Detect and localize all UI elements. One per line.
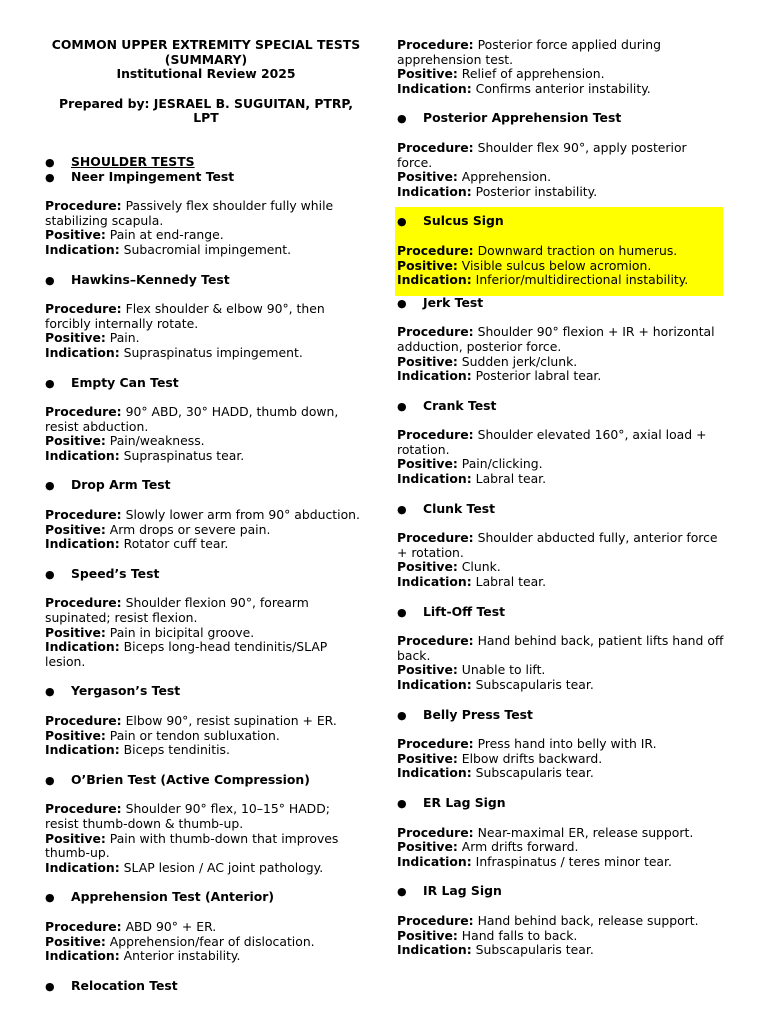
procedure-text: Posterior force applied during apprehension test. — [397, 37, 662, 67]
indication-text: Subacromial impingement. — [123, 241, 292, 257]
bullet-icon: ● — [45, 773, 55, 787]
procedure-label: Procedure: — [397, 242, 474, 258]
procedure-text: Elbow 90°, resist supination + ER. — [125, 713, 337, 728]
test-entry — [45, 890, 367, 963]
positive-label: Positive: — [45, 330, 106, 346]
positive-label: Positive: — [397, 456, 458, 472]
test-name: Apprehension Test (Anterior) — [71, 889, 275, 905]
bullet-icon: ● — [45, 891, 55, 905]
test-name: Crank Test — [423, 397, 497, 413]
positive-text: Apprehension/fear of dislocation. — [109, 933, 315, 949]
indication-label: Indication: — [397, 853, 472, 869]
procedure-label: Procedure: — [397, 736, 474, 752]
indication-label: Indication: — [397, 574, 472, 590]
indication-label: Indication: — [45, 241, 120, 257]
positive-text: Pain/clicking. — [461, 456, 543, 472]
bullet-icon: ● — [397, 885, 407, 899]
procedure-text: 90° ABD, 30° HADD, thumb down, resist abduction. — [45, 404, 339, 434]
indication-text: Rotator cuff tear. — [123, 536, 229, 552]
bullet-icon: ● — [397, 796, 407, 810]
indication-label: Indication: — [397, 765, 472, 781]
test-name: Clunk Test — [423, 500, 496, 516]
bullet-icon: ● — [45, 376, 55, 390]
test-entry — [45, 773, 367, 876]
left-column — [45, 38, 367, 993]
bullet-icon: ● — [397, 296, 407, 310]
bullet-icon: ● — [45, 567, 55, 581]
procedure-text: Shoulder 90° flexion + IR + horizontal adduction, posterior force. — [397, 324, 715, 354]
test-entry-continuation — [397, 38, 725, 96]
test-entry — [45, 376, 367, 464]
document-title-summary: (SUMMARY) — [164, 51, 248, 67]
prepared-by-credentials: LPT — [193, 110, 219, 126]
positive-label: Positive: — [397, 559, 458, 575]
positive-text: Elbow drifts backward. — [461, 750, 603, 766]
test-entry — [45, 684, 367, 757]
prepared-by: Prepared by: JESRAEL B. SUGUITAN, PTRP, — [59, 95, 353, 111]
test-entry — [397, 502, 725, 590]
positive-label: Positive: — [397, 839, 458, 855]
bullet-icon: ● — [397, 215, 407, 229]
indication-text: Subscapularis tear. — [475, 942, 594, 958]
section-title: SHOULDER TESTS — [71, 153, 195, 169]
procedure-text: Press hand into belly with IR. — [477, 736, 657, 752]
procedure-label: Procedure: — [45, 595, 122, 611]
positive-label: Positive: — [397, 257, 458, 273]
indication-label: Indication: — [397, 80, 472, 96]
test-name: Neer Impingement Test — [71, 168, 235, 184]
positive-text: Arm drifts forward. — [461, 839, 579, 855]
procedure-text: Downward traction on humerus. — [477, 242, 678, 258]
test-entry — [397, 111, 725, 199]
positive-label: Positive: — [45, 727, 106, 743]
bullet-icon: ● — [45, 685, 55, 699]
indication-text: Labral tear. — [475, 471, 547, 487]
procedure-label: Procedure: — [45, 713, 122, 728]
test-name: Posterior Apprehension Test — [423, 110, 622, 126]
indication-label: Indication: — [397, 471, 472, 487]
test-entry — [45, 170, 367, 258]
document-header — [45, 38, 367, 126]
indication-label: Indication: — [45, 742, 120, 758]
positive-text: Arm drops or severe pain. — [109, 521, 271, 537]
procedure-text: Hand behind back, release support. — [477, 912, 699, 928]
test-entry — [397, 605, 725, 693]
test-entry — [397, 796, 725, 869]
test-entry — [397, 708, 725, 781]
test-name: Lift-Off Test — [423, 603, 505, 619]
test-name: ER Lag Sign — [423, 794, 506, 810]
bullet-icon: ● — [397, 605, 407, 619]
bullet-icon: ● — [397, 502, 407, 516]
indication-label: Indication: — [45, 447, 120, 463]
positive-label: Positive: — [397, 927, 458, 943]
procedure-label: Procedure: — [397, 427, 474, 443]
positive-text: Clunk. — [461, 559, 501, 575]
positive-label: Positive: — [397, 66, 458, 82]
indication-label: Indication: — [45, 639, 120, 655]
procedure-text: Hand behind back, patient lifts hand off back. — [397, 633, 724, 663]
positive-text: Sudden jerk/clunk. — [461, 353, 578, 369]
positive-label: Positive: — [45, 227, 106, 243]
indication-label: Indication: — [45, 344, 120, 360]
procedure-label: Procedure: — [397, 633, 474, 649]
indication-label: Indication: — [397, 942, 472, 958]
indication-label: Indication: — [397, 183, 472, 199]
indication-label: Indication: — [397, 368, 472, 384]
test-name: Yergason’s Test — [71, 683, 181, 699]
procedure-text: Flex shoulder & elbow 90°, then forcibly internally rotate. — [45, 301, 325, 331]
indication-label: Indication: — [45, 536, 120, 552]
indication-text: Subscapularis tear. — [475, 765, 594, 781]
test-name: Empty Can Test — [71, 374, 179, 390]
procedure-text: ABD 90° + ER. — [125, 918, 217, 934]
right-column — [397, 38, 725, 958]
highlight-block — [395, 207, 723, 295]
bullet-icon: ● — [397, 708, 407, 722]
positive-text: Pain/weakness. — [109, 433, 205, 449]
test-name: IR Lag Sign — [423, 883, 502, 899]
indication-label: Indication: — [45, 859, 120, 875]
positive-text: Pain in bicipital groove. — [109, 624, 255, 640]
test-name: Drop Arm Test — [71, 477, 171, 493]
positive-label: Positive: — [45, 830, 106, 846]
indication-text: Biceps tendinitis. — [123, 742, 230, 758]
procedure-label: Procedure: — [397, 139, 474, 155]
procedure-label: Procedure: — [397, 824, 474, 840]
procedure-label: Procedure: — [45, 404, 122, 420]
indication-text: Anterior instability. — [123, 948, 241, 964]
positive-label: Positive: — [45, 521, 106, 537]
positive-label: Positive: — [45, 933, 106, 949]
test-name: Belly Press Test — [423, 706, 533, 722]
test-entry-highlighted — [397, 207, 725, 295]
procedure-label: Procedure: — [45, 507, 122, 523]
document-title: COMMON UPPER EXTREMITY SPECIAL TESTS — [51, 37, 361, 52]
bullet-icon: ● — [45, 155, 55, 169]
positive-label: Positive: — [397, 750, 458, 766]
indication-text: Supraspinatus impingement. — [123, 344, 303, 360]
positive-label: Positive: — [45, 624, 106, 640]
indication-text: Infraspinatus / teres minor tear. — [475, 853, 672, 869]
indication-label: Indication: — [45, 948, 120, 964]
indication-text: Biceps long-head tendinitis/SLAP lesion. — [45, 639, 328, 669]
indication-text: Subscapularis tear. — [475, 677, 594, 692]
procedure-text: Shoulder flex 90°, apply posterior force. — [397, 139, 687, 170]
test-entry — [397, 296, 725, 384]
bullet-icon: ● — [45, 273, 55, 287]
test-name: Jerk Test — [423, 294, 484, 310]
indication-text: Inferior/multidirectional instability. — [475, 272, 689, 288]
positive-label: Positive: — [397, 662, 458, 678]
positive-text: Hand falls to back. — [461, 927, 578, 943]
test-name: O’Brien Test (Active Compression) — [71, 771, 310, 787]
procedure-label: Procedure: — [45, 918, 122, 934]
procedure-text: Slowly lower arm from 90° abduction. — [125, 507, 360, 523]
positive-text: Visible sulcus below acromion. — [461, 257, 652, 273]
indication-text: Posterior labral tear. — [475, 368, 602, 384]
procedure-text: Shoulder abducted fully, anterior force + rotation. — [397, 530, 718, 560]
positive-label: Positive: — [397, 353, 458, 369]
indication-text: Supraspinatus tear. — [123, 447, 245, 463]
procedure-text: Shoulder flexion 90°, forearm supinated; resist flexion. — [45, 595, 309, 626]
positive-text: Pain at end-range. — [109, 227, 224, 243]
bullet-icon: ● — [45, 170, 55, 184]
procedure-label: Procedure: — [45, 301, 122, 317]
test-entry — [397, 884, 725, 957]
bullet-icon: ● — [397, 399, 407, 413]
positive-label: Positive: — [397, 169, 458, 185]
bullet-icon: ● — [45, 479, 55, 493]
positive-label: Positive: — [45, 433, 106, 449]
test-entry — [397, 399, 725, 487]
procedure-text: Shoulder elevated 160°, axial load + rotation. — [397, 427, 707, 457]
indication-text: Posterior instability. — [475, 183, 598, 199]
test-entry — [45, 979, 367, 994]
procedure-label: Procedure: — [397, 912, 474, 928]
procedure-text: Passively flex shoulder fully while stabilizing scapula. — [45, 198, 334, 228]
test-name: Sulcus Sign — [423, 213, 504, 229]
test-entry — [45, 478, 367, 551]
bullet-icon: ● — [397, 112, 407, 126]
positive-text: Pain or tendon subluxation. — [109, 727, 280, 743]
indication-text: SLAP lesion / AC joint pathology. — [123, 859, 324, 875]
test-entry — [45, 567, 367, 670]
test-name: Relocation Test — [71, 977, 178, 993]
procedure-label: Procedure: — [45, 198, 122, 214]
document-subtitle: Institutional Review 2025 — [116, 66, 296, 82]
test-name: Hawkins–Kennedy Test — [71, 271, 230, 287]
procedure-text: Shoulder 90° flex, 10–15° HADD; resist thumb-down & thumb-up. — [45, 801, 330, 831]
section-heading — [45, 155, 367, 170]
indication-label: Indication: — [397, 677, 472, 692]
procedure-label: Procedure: — [45, 801, 122, 817]
indication-label: Indication: — [397, 272, 472, 288]
positive-text: Pain. — [109, 330, 140, 346]
procedure-label: Procedure: — [397, 37, 474, 52]
positive-text: Unable to lift. — [461, 662, 546, 678]
positive-text: Pain with thumb-down that improves thumb-up. — [45, 830, 339, 861]
procedure-text: Near-maximal ER, release support. — [477, 824, 694, 840]
test-entry — [45, 273, 367, 361]
positive-text: Relief of apprehension. — [461, 66, 605, 82]
indication-text: Labral tear. — [475, 574, 547, 590]
bullet-icon: ● — [45, 979, 55, 993]
indication-text: Confirms anterior instability. — [475, 80, 651, 96]
positive-text: Apprehension. — [461, 169, 552, 185]
procedure-label: Procedure: — [397, 530, 474, 546]
procedure-label: Procedure: — [397, 324, 474, 340]
test-name: Speed’s Test — [71, 565, 160, 581]
